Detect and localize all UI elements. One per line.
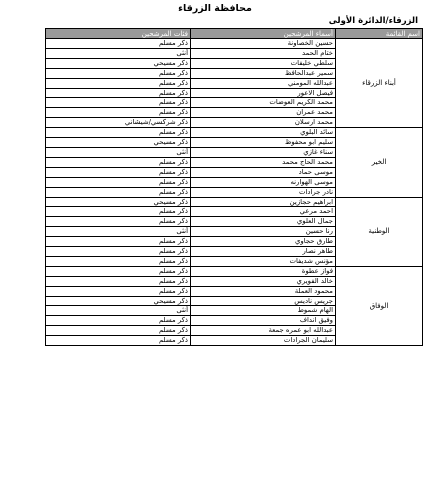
candidate-name-cell: جريس ناديس [191, 296, 336, 306]
candidate-name-cell: رنا حسين [191, 227, 336, 237]
candidate-name-cell: سليم ابو محفوظ [191, 138, 336, 148]
candidate-name-cell: عبدالله المومني [191, 78, 336, 88]
candidate-name-cell: طارق حجاوي [191, 237, 336, 247]
candidate-category-cell: ذكر مسلم [46, 177, 191, 187]
candidate-name-cell: نادر جرادات [191, 187, 336, 197]
candidate-name-cell: محمد عمران [191, 108, 336, 118]
header-list-name: اسم القائمة [336, 29, 423, 39]
candidate-name-cell: فيصل الاعور [191, 88, 336, 98]
candidate-name-cell: مؤنس شديفات [191, 256, 336, 266]
candidate-name-cell: ختام الحمد [191, 48, 336, 58]
candidate-category-cell: ذكر مسلم [46, 157, 191, 167]
candidate-category-cell: ذكر مسلم [46, 187, 191, 197]
candidate-category-cell: ذكر مسلم [46, 167, 191, 177]
candidate-name-cell: سليمان الجرادات [191, 336, 336, 346]
candidate-category-cell: ذكر مسيحي [46, 58, 191, 68]
candidate-name-cell: طاهر نصار [191, 247, 336, 257]
candidate-category-cell: ذكر مسلم [46, 326, 191, 336]
candidate-name-cell: فواز عطوة [191, 266, 336, 276]
candidate-name-cell: حسين الخصاونة [191, 39, 336, 49]
table-row [46, 266, 423, 276]
candidate-category-cell: أنثى [46, 48, 191, 58]
candidate-category-cell: ذكر مسلم [46, 128, 191, 138]
candidate-category-cell: ذكر مسلم [46, 217, 191, 227]
candidate-name-cell: خالد الفويري [191, 276, 336, 286]
candidate-name-cell: احمد مرعي [191, 207, 336, 217]
candidate-category-cell: أنثى [46, 227, 191, 237]
header-candidate-names: أسماء المرشحين [191, 29, 336, 39]
candidate-name-cell: موسى حماد [191, 167, 336, 177]
candidate-category-cell: ذكر مسيحي [46, 138, 191, 148]
list-name-cell: الخير [336, 128, 423, 197]
list-name-cell: أبناء الزرقاء [336, 39, 423, 128]
candidate-name-cell: جمال العلوي [191, 217, 336, 227]
candidate-name-cell: سناء غازي [191, 147, 336, 157]
candidate-name-cell: موسى الهوارنه [191, 177, 336, 187]
candidate-category-cell: ذكر مسلم [46, 336, 191, 346]
candidate-name-cell: سائد البلوي [191, 128, 336, 138]
candidate-category-cell: ذكر مسلم [46, 108, 191, 118]
candidate-name-cell: الهام شموط [191, 306, 336, 316]
candidate-category-cell: ذكر مسلم [46, 39, 191, 49]
candidate-category-cell: ذكر مسلم [46, 207, 191, 217]
candidate-name-cell: سلطي خليفات [191, 58, 336, 68]
table-row [46, 197, 423, 207]
candidate-category-cell: ذكر مسيحي [46, 296, 191, 306]
candidate-category-cell: ذكر مسلم [46, 88, 191, 98]
candidate-category-cell: ذكر مسلم [46, 256, 191, 266]
candidate-name-cell: ابراهيم حجازين [191, 197, 336, 207]
candidate-name-cell: محمد ارسلان [191, 118, 336, 128]
table-body [46, 39, 423, 346]
table-row [46, 128, 423, 138]
candidate-category-cell: ذكر مسلم [46, 266, 191, 276]
candidate-name-cell: محمد الكريم العوضات [191, 98, 336, 108]
candidate-name-cell: وفيق انداف [191, 316, 336, 326]
candidate-category-cell: ذكر مسلم [46, 98, 191, 108]
candidate-name-cell: محمد الحاج محمد [191, 157, 336, 167]
candidates-table [45, 28, 423, 346]
candidate-category-cell: ذكر مسلم [46, 68, 191, 78]
candidate-category-cell: ذكر مسلم [46, 237, 191, 247]
list-name-cell: الوطنية [336, 197, 423, 266]
candidate-category-cell: ذكر مسلم [46, 316, 191, 326]
table-header-row [46, 29, 423, 39]
candidate-name-cell: محمود العملة [191, 286, 336, 296]
candidate-category-cell: ذكر شركسي/شيشاني [46, 118, 191, 128]
candidate-category-cell: ذكر مسلم [46, 276, 191, 286]
candidate-name-cell: عبدالله ابو عمره جمعة [191, 326, 336, 336]
table-row [46, 39, 423, 49]
page-title: محافظة الزرقاء [178, 3, 252, 14]
candidate-category-cell: أنثى [46, 306, 191, 316]
header-candidate-category: فئات المرشحين [46, 29, 191, 39]
district-title: الزرقاء/الدائرة الأولى [328, 16, 418, 26]
candidate-category-cell: أنثى [46, 147, 191, 157]
candidate-category-cell: ذكر مسلم [46, 247, 191, 257]
candidate-category-cell: ذكر مسلم [46, 286, 191, 296]
candidate-category-cell: ذكر مسيحي [46, 197, 191, 207]
candidate-name-cell: سمير عبدالحافظ [191, 68, 336, 78]
candidate-category-cell: ذكر مسلم [46, 78, 191, 88]
list-name-cell: الوفاق [336, 266, 423, 345]
